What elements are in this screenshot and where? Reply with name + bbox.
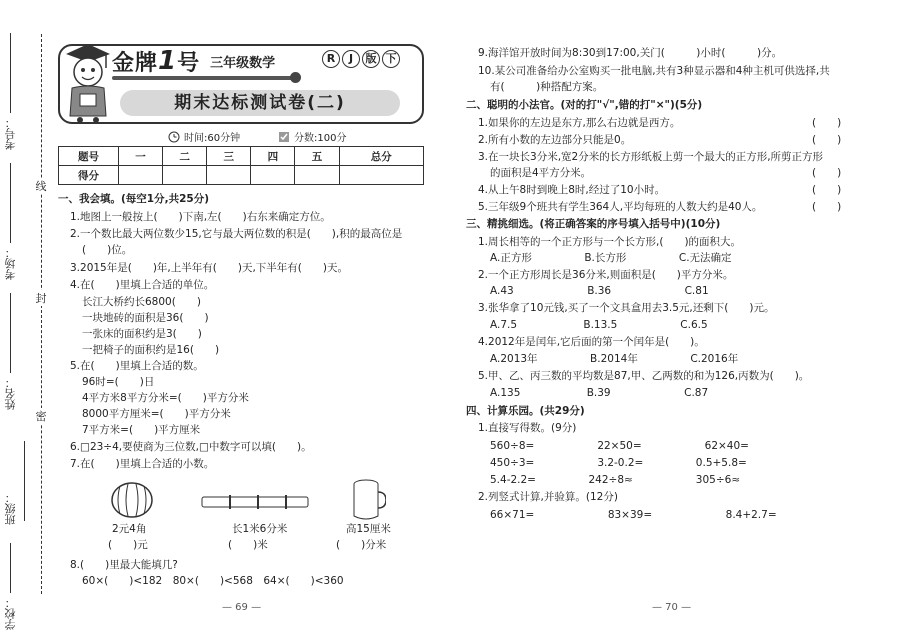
score-input-cell[interactable] (251, 166, 295, 185)
calc-row: 450÷3= 3.2-0.2= 0.5+5.8= (490, 457, 747, 469)
table-row (59, 166, 424, 185)
question-text: 8.( )里最大能填几? (70, 559, 178, 571)
field-school[interactable]: 学校： (4, 530, 30, 630)
table-cell: 四 (251, 147, 295, 166)
question-text: 有( )种搭配方案。 (490, 81, 604, 93)
question-text: 5.三年级9个班共有学生364人,平均每班的人数大约是40人。 (478, 201, 763, 213)
question-text: 4.从上午8时到晚上8时,经过了10小时。 (478, 184, 666, 196)
exam-title: 期末达标测试卷(二) (120, 90, 400, 116)
field-name[interactable]: 姓名： (4, 290, 30, 410)
option-row: A.正方形 B.长方形 C.无法确定 (490, 252, 732, 264)
judge-answer-box[interactable]: ( ) (812, 167, 842, 179)
question-text: 5.甲、乙、丙三数的平均数是87,甲、乙两数的和为126,丙数为( )。 (478, 370, 810, 382)
table-cell: 二 (163, 147, 207, 166)
time-limit (168, 129, 240, 144)
judge-answer-box[interactable]: ( ) (812, 134, 842, 146)
brand-name: 金牌 (112, 50, 159, 76)
edition-badge: J (342, 50, 360, 68)
question-text: 2.一个正方形周长是36分米,则面积是( )平方分米。 (478, 269, 734, 281)
table-cell: 得分 (59, 166, 119, 185)
question-text: 长江大桥约长6800( ) (82, 296, 201, 308)
question-text: 3.2015年是( )年,上半年有( )天,下半年有( )天。 (70, 262, 348, 274)
score-input-cell[interactable] (207, 166, 251, 185)
pic-answer: ( )元 (108, 539, 148, 551)
subject-label: 三年级数学 (210, 55, 276, 71)
question-text: 1.直接写得数。(9分) (478, 422, 577, 434)
table-cell: 总分 (339, 147, 423, 166)
fold-word-seal: 封 (35, 292, 47, 305)
question-text: 6.□23÷4,要使商为三位数,□中数字可以填( )。 (70, 441, 312, 453)
pic-caption: 高15厘米 (346, 523, 391, 535)
table-cell: 五 (295, 147, 339, 166)
score-input-cell[interactable] (295, 166, 339, 185)
question-text: 1.周长相等的一个正方形与一个长方形,( )的面积大。 (478, 236, 742, 248)
table-row (59, 147, 424, 166)
question-text: 的面积是4平方分米。 (490, 167, 592, 179)
option-row: A.43 B.36 C.81 (490, 285, 709, 297)
option-row: A.7.5 B.13.5 C.6.5 (490, 319, 708, 331)
brand-number: 1 (158, 46, 178, 76)
checkbox-icon (278, 131, 290, 143)
question-text: 3.在一块长3分米,宽2分米的长方形纸板上剪一个最大的正方形,所剪正方形 (478, 151, 824, 163)
question-text: 4.在( )里填上合适的单位。 (70, 279, 215, 291)
score-table (58, 146, 424, 185)
judge-answer-box[interactable]: ( ) (812, 201, 842, 213)
question-text: 4.2012年是闰年,它后面的第一个闰年是( )。 (478, 336, 705, 348)
score-input-cell[interactable] (163, 166, 207, 185)
pic-answer: ( )分米 (336, 539, 387, 551)
question-text: 60×( )<182 80×( )<568 64×( )<360 (82, 575, 344, 587)
pic-answer: ( )米 (228, 539, 268, 551)
page-number: — 70 — (652, 602, 692, 613)
edition-badge: R (322, 50, 340, 68)
mascot-graduate-icon (60, 40, 112, 124)
question-text: 一块地砖的面积是36( ) (82, 312, 209, 324)
binding-margin (0, 0, 48, 636)
judge-answer-box[interactable]: ( ) (812, 184, 842, 196)
section-heading: 三、精挑细选。(将正确答案的序号填入括号中)(10分) (466, 218, 721, 230)
clock-icon (168, 131, 180, 143)
cup-icon (350, 478, 386, 522)
edition-badges (322, 50, 400, 68)
table-cell: 题号 (59, 147, 119, 166)
judge-answer-box[interactable]: ( ) (812, 117, 842, 129)
decorative-bar (112, 76, 294, 80)
table-cell: 三 (207, 147, 251, 166)
calc-row: 5.4-2.2= 242÷8≈ 305÷6≈ (490, 474, 741, 486)
question-text: 1.地图上一般按上( )下南,左( )右东来确定方位。 (70, 211, 331, 223)
field-exam-room[interactable]: 考场： (4, 160, 30, 280)
question-text: 3.张华拿了10元钱,买了一个文具盒用去3.5元,还剩下( )元。 (478, 302, 775, 314)
score-input-cell[interactable] (119, 166, 163, 185)
question-text: 9.海洋馆开放时间为8:30到17:00,关门( )小时( )分。 (478, 47, 783, 59)
pic-caption: 长1米6分米 (232, 523, 288, 535)
table-cell: 一 (119, 147, 163, 166)
total-score (278, 129, 346, 144)
pic-caption: 2元4角 (112, 523, 147, 535)
brand (112, 46, 275, 76)
fold-word-secret: 密 (35, 410, 47, 423)
page-number: — 69 — (222, 602, 262, 613)
edition-badge: 下 (382, 50, 400, 68)
watermelon-icon (108, 480, 156, 520)
field-exam-number[interactable]: 考号： (4, 20, 30, 150)
binding-dashed-line (41, 34, 42, 594)
question-text: 8000平方厘米=( )平方分米 (82, 408, 231, 420)
calc-row: 66×71= 83×39= 8.4+2.7= (490, 509, 777, 521)
question-text: 96时=( )日 (82, 376, 155, 388)
edition-badge: 版 (362, 50, 380, 68)
question-text: 一把椅子的面积约是16( ) (82, 344, 220, 356)
option-row: A.2013年 B.2014年 C.2016年 (490, 353, 739, 365)
fold-word-line: 线 (35, 180, 47, 193)
section-heading: 二、聪明的小法官。(对的打"√",错的打"×")(5分) (466, 99, 703, 111)
section-heading: 一、我会填。(每空1分,共25分) (58, 193, 210, 205)
decorative-dot (290, 72, 301, 83)
field-class[interactable]: 班级： (4, 415, 30, 525)
option-row: A.135 B.39 C.87 (490, 387, 709, 399)
question-text: 一张床的面积约是3( ) (82, 328, 202, 340)
time-text: 时间:60分钟 (184, 133, 241, 144)
question-text: 4平方米8平方分米=( )平方分米 (82, 392, 249, 404)
question-text: 7平方米=( )平方厘米 (82, 424, 201, 436)
question-text: 2.所有小数的左边部分只能是0。 (478, 134, 632, 146)
question-text: 1.如果你的左边是东方,那么右边就是西方。 (478, 117, 681, 129)
bamboo-stick-icon (200, 492, 310, 512)
calc-row: 560÷8= 22×50= 62×40= (490, 440, 749, 452)
question-text: 7.在( )里填上合适的小数。 (70, 458, 215, 470)
brand-suffix: 号 (177, 50, 201, 76)
score-text: 分数:100分 (294, 133, 347, 144)
question-text: 2.一个数比最大两位数少15,它与最大两位数的积是( ),积的最高位是 (70, 228, 403, 240)
section-heading: 四、计算乐园。(共29分) (466, 405, 585, 417)
question-text: 2.列竖式计算,并验算。(12分) (478, 491, 618, 503)
question-text: 5.在( )里填上合适的数。 (70, 360, 204, 372)
score-input-cell[interactable] (339, 166, 423, 185)
question-text: 10.某公司准备给办公室购买一批电脑,共有3种显示器和4种主机可供选择,共 (478, 65, 830, 77)
question-text: ( )位。 (82, 244, 133, 256)
